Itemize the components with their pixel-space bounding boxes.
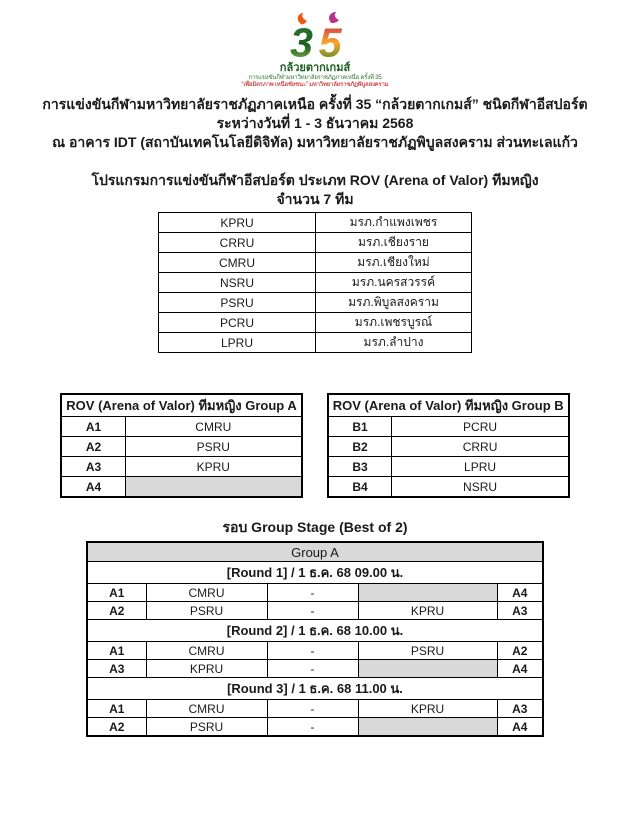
document-title	[0, 95, 630, 152]
empty-team-cell	[358, 584, 497, 602]
match-row	[87, 660, 543, 678]
team-code: KPRU	[159, 213, 316, 233]
team-name: มรภ.ลำปาง	[316, 333, 472, 353]
seed-cell: A3	[61, 457, 125, 477]
team-cell: KPRU	[358, 700, 497, 718]
logo-subtitle-line1: การแข่งขันกีฬามหาวิทยาลัยราชภัฏภาคเหนือ ครั้งที่ 35	[248, 75, 382, 81]
match-row	[87, 584, 543, 602]
team-cell: NSRU	[392, 477, 569, 498]
team-cell: CMRU	[146, 700, 267, 718]
team-code: CRRU	[159, 233, 316, 253]
table-row	[61, 437, 301, 457]
team-cell: CMRU	[146, 642, 267, 660]
team-cell: KPRU	[146, 660, 267, 678]
seed-cell: A2	[61, 437, 125, 457]
match-row	[87, 718, 543, 737]
team-name: มรภ.เชียงราย	[316, 233, 472, 253]
match-row	[87, 700, 543, 718]
vs-cell: -	[267, 700, 358, 718]
empty-team-cell	[358, 660, 497, 678]
group-tables-row	[0, 393, 630, 498]
event-logo	[0, 12, 630, 89]
table-row	[61, 394, 301, 417]
team-name: มรภ.กำแพงเพชร	[316, 213, 472, 233]
seed-cell: B3	[328, 457, 392, 477]
table-row	[87, 542, 543, 562]
logo-event-name: กล้วยตากเกมส์	[279, 62, 351, 74]
table-row	[328, 457, 569, 477]
vs-cell: -	[267, 660, 358, 678]
team-cell: CMRU	[146, 584, 267, 602]
team-name: มรภ.เพชรบูรณ์	[316, 313, 472, 333]
table-row	[159, 293, 472, 313]
table-row	[159, 253, 472, 273]
table-row	[328, 394, 569, 417]
seed-cell: A2	[497, 642, 543, 660]
table-row	[159, 313, 472, 333]
team-cell: PSRU	[146, 602, 267, 620]
seed-cell: A3	[87, 660, 146, 678]
empty-team-cell	[358, 718, 497, 737]
vs-cell: -	[267, 584, 358, 602]
table-row	[87, 678, 543, 700]
table-row	[87, 562, 543, 584]
seed-cell: A1	[61, 417, 125, 437]
seed-cell: A4	[497, 718, 543, 737]
team-cell: PSRU	[358, 642, 497, 660]
match-row	[87, 642, 543, 660]
round-1-label: [Round 1] / 1 ธ.ค. 68 09.00 น.	[87, 562, 543, 584]
program-line-2: จำนวน 7 ทีม	[276, 191, 354, 207]
program-title	[0, 171, 630, 209]
vs-cell: -	[267, 602, 358, 620]
team-code: PCRU	[159, 313, 316, 333]
seed-cell: A4	[497, 584, 543, 602]
table-row	[159, 233, 472, 253]
table-row	[328, 477, 569, 498]
group-b-title: ROV (Arena of Valor) ทีมหญิง Group B	[328, 394, 569, 417]
program-line-1: โปรแกรมการแข่งขันกีฬาอีสปอร์ต ประเภท ROV (Arena of Valor) ทีมหญิง	[91, 172, 539, 188]
stage-title: รอบ Group Stage (Best of 2)	[222, 519, 408, 535]
seed-cell: A4	[61, 477, 125, 498]
table-row	[61, 477, 301, 498]
seed-cell: A2	[87, 602, 146, 620]
team-cell: KPRU	[125, 457, 301, 477]
team-code: CMRU	[159, 253, 316, 273]
vs-cell: -	[267, 718, 358, 737]
title-line-1: การแข่งขันกีฬามหาวิทยาลัยราชภัฏภาคเหนือ ครั้งที่ 35 “กล้วยตากเกมส์” ชนิดกีฬาอีสปอร์ต	[42, 96, 588, 112]
round-3-label: [Round 3] / 1 ธ.ค. 68 11.00 น.	[87, 678, 543, 700]
schedule-table	[86, 541, 544, 737]
teams-table	[158, 212, 472, 353]
team-name: มรภ.พิบูลสงคราม	[316, 293, 472, 313]
match-row	[87, 602, 543, 620]
table-row	[159, 213, 472, 233]
seed-cell: A3	[497, 700, 543, 718]
team-cell: CRRU	[392, 437, 569, 457]
group-a-table	[60, 393, 302, 498]
team-cell: KPRU	[358, 602, 497, 620]
title-line-3: ณ อาคาร IDT (สถาบันเทคโนโลยีดิจิทัล) มหาวิทยาลัยราชภัฏพิบูลสงคราม ส่วนทะเลแก้ว	[52, 134, 578, 150]
group-a-title: ROV (Arena of Valor) ทีมหญิง Group A	[61, 394, 301, 417]
team-cell: PSRU	[125, 437, 301, 457]
seed-cell: A1	[87, 584, 146, 602]
seed-cell: A4	[497, 660, 543, 678]
logo-subtitle-line2: “เพื่อมิตรภาพ เหนือชัยชนะ” มหาวิทยาลัยราชภัฏพิบูลสงคราม	[241, 82, 389, 88]
svg-text:5: 5	[318, 19, 342, 62]
logo-35-icon	[267, 12, 363, 62]
seed-cell: B1	[328, 417, 392, 437]
seed-cell: A3	[497, 602, 543, 620]
seed-cell: A2	[87, 718, 146, 737]
seed-cell: B2	[328, 437, 392, 457]
team-code: PSRU	[159, 293, 316, 313]
team-code: NSRU	[159, 273, 316, 293]
team-cell: PSRU	[146, 718, 267, 737]
group-b-table	[327, 393, 570, 498]
team-cell: CMRU	[125, 417, 301, 437]
team-cell: LPRU	[392, 457, 569, 477]
empty-team-cell	[125, 477, 301, 498]
table-row	[159, 333, 472, 353]
seed-cell: A1	[87, 700, 146, 718]
schedule-group-header: Group A	[87, 542, 543, 562]
svg-text:3: 3	[290, 19, 314, 62]
title-line-2: ระหว่างวันที่ 1 - 3 ธันวาคม 2568	[216, 115, 414, 131]
team-name: มรภ.เชียงใหม่	[316, 253, 472, 273]
table-row	[159, 273, 472, 293]
seed-cell: B4	[328, 477, 392, 498]
table-row	[87, 620, 543, 642]
team-cell: PCRU	[392, 417, 569, 437]
table-row	[328, 417, 569, 437]
seed-cell: A1	[87, 642, 146, 660]
vs-cell: -	[267, 642, 358, 660]
round-2-label: [Round 2] / 1 ธ.ค. 68 10.00 น.	[87, 620, 543, 642]
team-name: มรภ.นครสวรรค์	[316, 273, 472, 293]
table-row	[61, 457, 301, 477]
table-row	[328, 437, 569, 457]
table-row	[61, 417, 301, 437]
team-code: LPRU	[159, 333, 316, 353]
